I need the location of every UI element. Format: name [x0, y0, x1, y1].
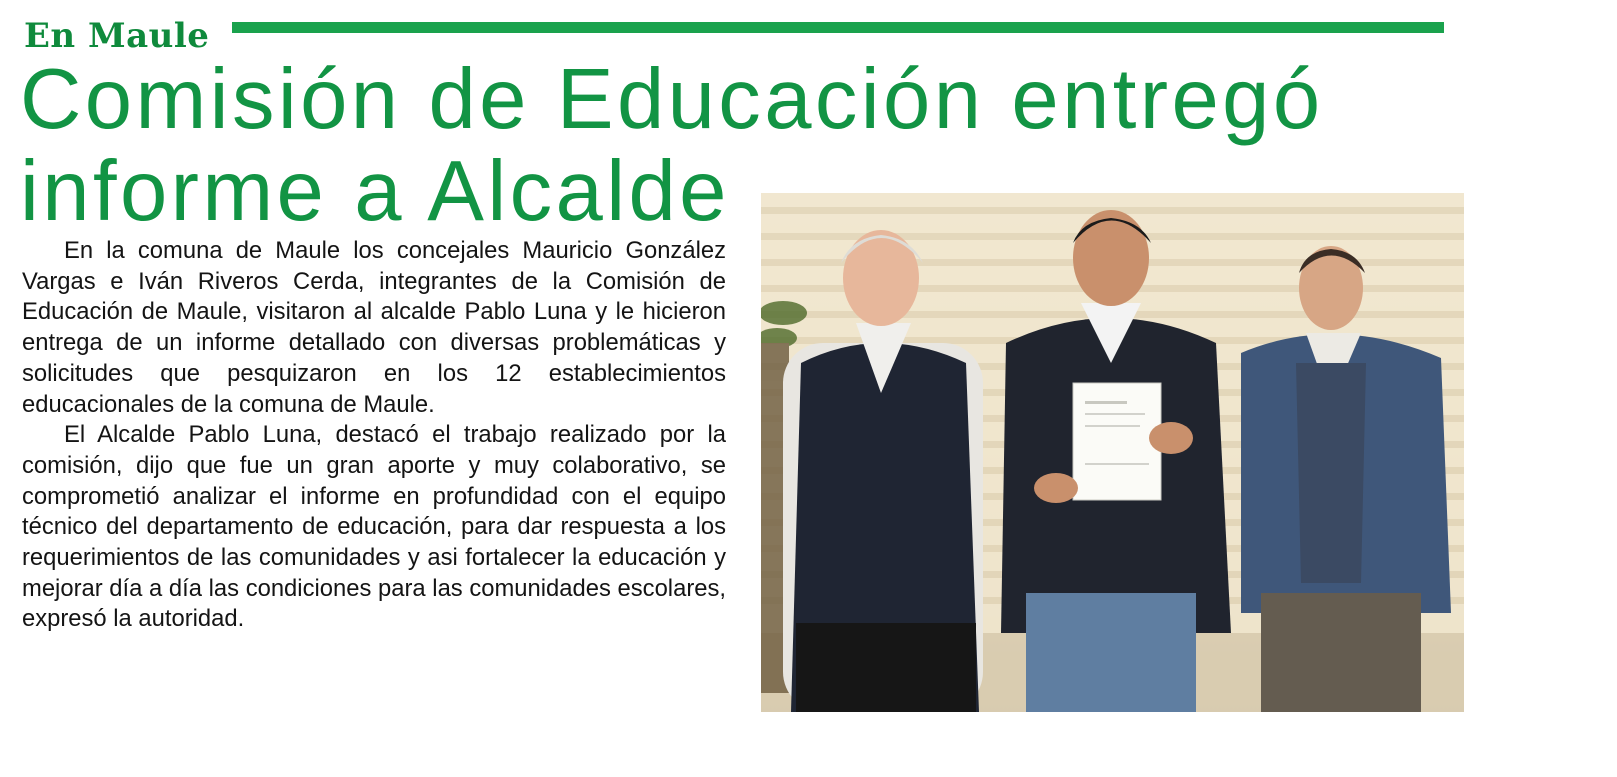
section-rule	[232, 22, 1444, 33]
photo-illustration	[761, 193, 1464, 712]
article-paragraph-2: El Alcalde Pablo Luna, destacó el trabajo realizado por la comisión, dijo que fue un gran aporte y muy colaborativo, se comprometió analizar el informe en profundidad con el equipo técnico del departamento de educación, para dar respuesta a los requerimientos de las comunidades y asi fortalecer la educación y mejorar día a día las condiciones para las comunidades escolares, expresó la autoridad.	[22, 421, 726, 633]
article-paragraph-1: En la comuna de Maule los concejales Mauricio González Vargas e Iván Riveros Cerda, integrantes de la Comisión de Educación de Maule, visitaron al alcalde Pablo Luna y le hicieron entrega de un informe detallado con diversas problemáticas y solicitudes que pesquizaron en los 12 establecimientos educacionales de la comuna de Maule.	[22, 237, 726, 418]
headline-line-2: informe a Alcalde	[20, 144, 730, 239]
article-photo	[761, 193, 1464, 712]
section-label: En Maule	[24, 16, 210, 56]
headline	[20, 54, 1460, 238]
headline-line-1: Comisión de Educación entregó	[20, 52, 1324, 147]
article-body	[22, 236, 726, 635]
